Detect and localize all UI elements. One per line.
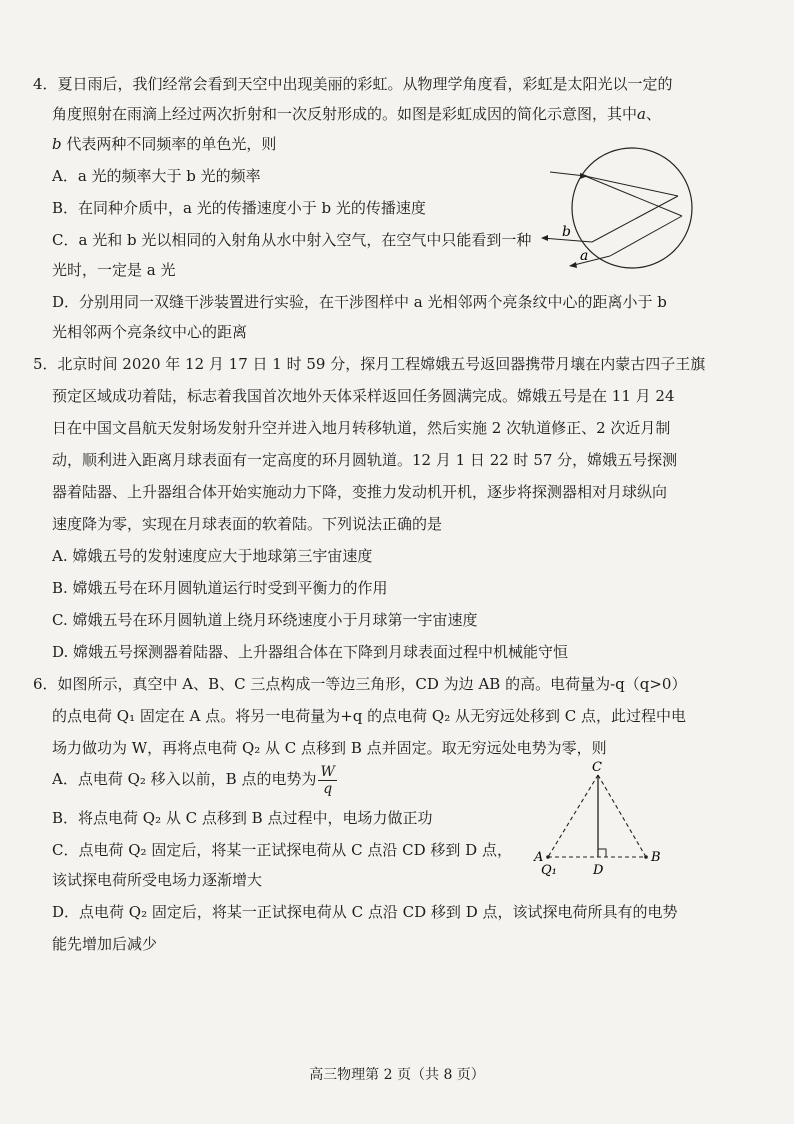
q6-option-d-line-1: D．点电荷 Q₂ 固定后，将某一正试探电荷从 C 点沿 CD 移到 D 点，该试探电荷所具有的电势 (52, 903, 678, 921)
q5-option-a: A. 嫦娥五号的发射速度应大于地球第三宇宙速度 (52, 547, 373, 565)
label-c: C (592, 760, 602, 775)
ray-label-b: b (562, 224, 571, 240)
q5-line-3: 日在中国文昌航天发射场发射升空并进入地月转移轨道，然后实施 2 次轨道修正、2 次近月制 (52, 419, 671, 437)
q6-option-c-line-2: 该试探电荷所受电场力逐渐增大 (52, 871, 263, 889)
q5-line-4: 动，顺利进入距离月球表面有一定高度的环月圆轨道。12 月 1 日 22 时 57 分，嫦娥五号探测 (52, 451, 678, 469)
q4-option-c-line-2: 光时，一定是 a 光 (52, 261, 176, 279)
q5-option-d: D. 嫦娥五号探测器着陆器、上升器组合体在下降到月球表面过程中机械能守恒 (52, 643, 569, 661)
incident-ray (550, 172, 585, 176)
reflected-ray-b (592, 196, 678, 242)
raindrop-circle (572, 148, 692, 268)
potential-fraction (318, 764, 336, 797)
q4-label-a: a (637, 105, 646, 123)
q6-option-a (52, 762, 339, 797)
side-bc (598, 775, 646, 857)
q5-line-5: 器着陆器、上升器组合体开始实施动力下降，变推力发动机开机，逐步将探测器相对月球纵向 (52, 483, 668, 501)
q5-line-2: 预定区域成功着陆，标志着我国首次地外天体采样返回任务圆满完成。嫦娥五号是在 11 月 24 (52, 387, 675, 405)
q6-option-a-text: A．点电荷 Q₂ 移入以前，B 点的电势为 (52, 770, 317, 788)
exit-arrow-b (541, 235, 548, 241)
q6-line-3: 场力做功为 W，再将点电荷 Q₂ 从 C 点移到 B 点并固定。取无穷远处电势为零，则 (52, 739, 607, 757)
fraction-numerator: W (320, 763, 335, 780)
reflected-ray-a (610, 216, 682, 256)
side-ac (548, 775, 598, 857)
q6-option-d-line-2: 能先增加后减少 (52, 935, 158, 953)
right-angle-mark (598, 849, 606, 857)
q4-option-d-line-2: 光相邻两个亮条纹中心的距离 (52, 323, 248, 341)
point-a (546, 855, 550, 859)
page-footer: 高三物理第 2 页（共 8 页） (309, 1067, 485, 1083)
label-d: D (593, 863, 604, 878)
point-b (644, 855, 648, 859)
q5-line-6: 速度降为零，实现在月球表面的软着陆。下列说法正确的是 (52, 515, 443, 533)
q5-option-c: C. 嫦娥五号在环月圆轨道上绕月环绕速度小于月球第一宇宙速度 (52, 611, 478, 629)
rainbow-diagram (540, 146, 690, 271)
q4-option-d-line-1: D．分别用同一双缝干涉装置进行实验，在干涉图样中 a 光相邻两个亮条纹中心的距离小于 b (52, 293, 667, 311)
ray-label-a: a (580, 248, 589, 264)
label-a: A (534, 850, 544, 865)
exit-arrow-a (569, 262, 577, 268)
q4-line-1: 4．夏日雨后，我们经常会看到天空中出现美丽的彩虹。从物理学角度看，彩虹是太阳光以一定的 (33, 75, 673, 93)
refracted-ray-a (585, 176, 682, 216)
refracted-ray-b (585, 176, 678, 196)
q6-line-2: 的点电荷 Q₁ 固定在 A 点。将另一电荷量为+q 的点电荷 Q₂ 从无穷远处移到 C 点，此过程中电 (52, 707, 687, 725)
label-q1: Q₁ (541, 863, 557, 878)
triangle-diagram (528, 760, 668, 880)
q5-option-b: B. 嫦娥五号在环月圆轨道运行时受到平衡力的作用 (52, 579, 388, 597)
q4-line-3 (52, 134, 276, 154)
q4-label-b: b (52, 135, 62, 153)
label-b: B (651, 850, 661, 865)
fraction-denominator: q (323, 780, 333, 797)
q6-option-c-line-1: C．点电荷 Q₂ 固定后，将某一正试探电荷从 C 点沿 CD 移到 D 点， (52, 841, 512, 859)
q5-line-1: 5．北京时间 2020 年 12 月 17 日 1 时 59 分，探月工程嫦娥五号返回器携带月壤在内蒙古四子王旗 (33, 355, 706, 373)
q4-option-a: A．a 光的频率大于 b 光的频率 (52, 167, 261, 185)
q4-line-2-text: 角度照射在雨滴上经过两次折射和一次反射形成的。如图是彩虹成因的简化示意图，其中 (52, 105, 638, 123)
q6-line-1: 6．如图所示，真空中 A、B、C 三点构成一等边三角形，CD 为边 AB 的高。电荷量为-q（q>0） (33, 675, 687, 693)
q4-line-3-text: 代表两种不同频率的单色光，则 (66, 135, 277, 153)
q4-option-b: B．在同种介质中，a 光的传播速度小于 b 光的传播速度 (52, 199, 426, 217)
q4-option-c-line-1: C．a 光和 b 光以相同的入射角从水中射入空气，在空气中只能看到一种 (52, 231, 532, 249)
q4-line-2: 角度照射在雨滴上经过两次折射和一次反射形成的。如图是彩虹成因的简化示意图，其中a、 (52, 105, 661, 123)
q6-option-b: B．将点电荷 Q₂ 从 C 点移到 B 点过程中，电场力做正功 (52, 809, 433, 827)
